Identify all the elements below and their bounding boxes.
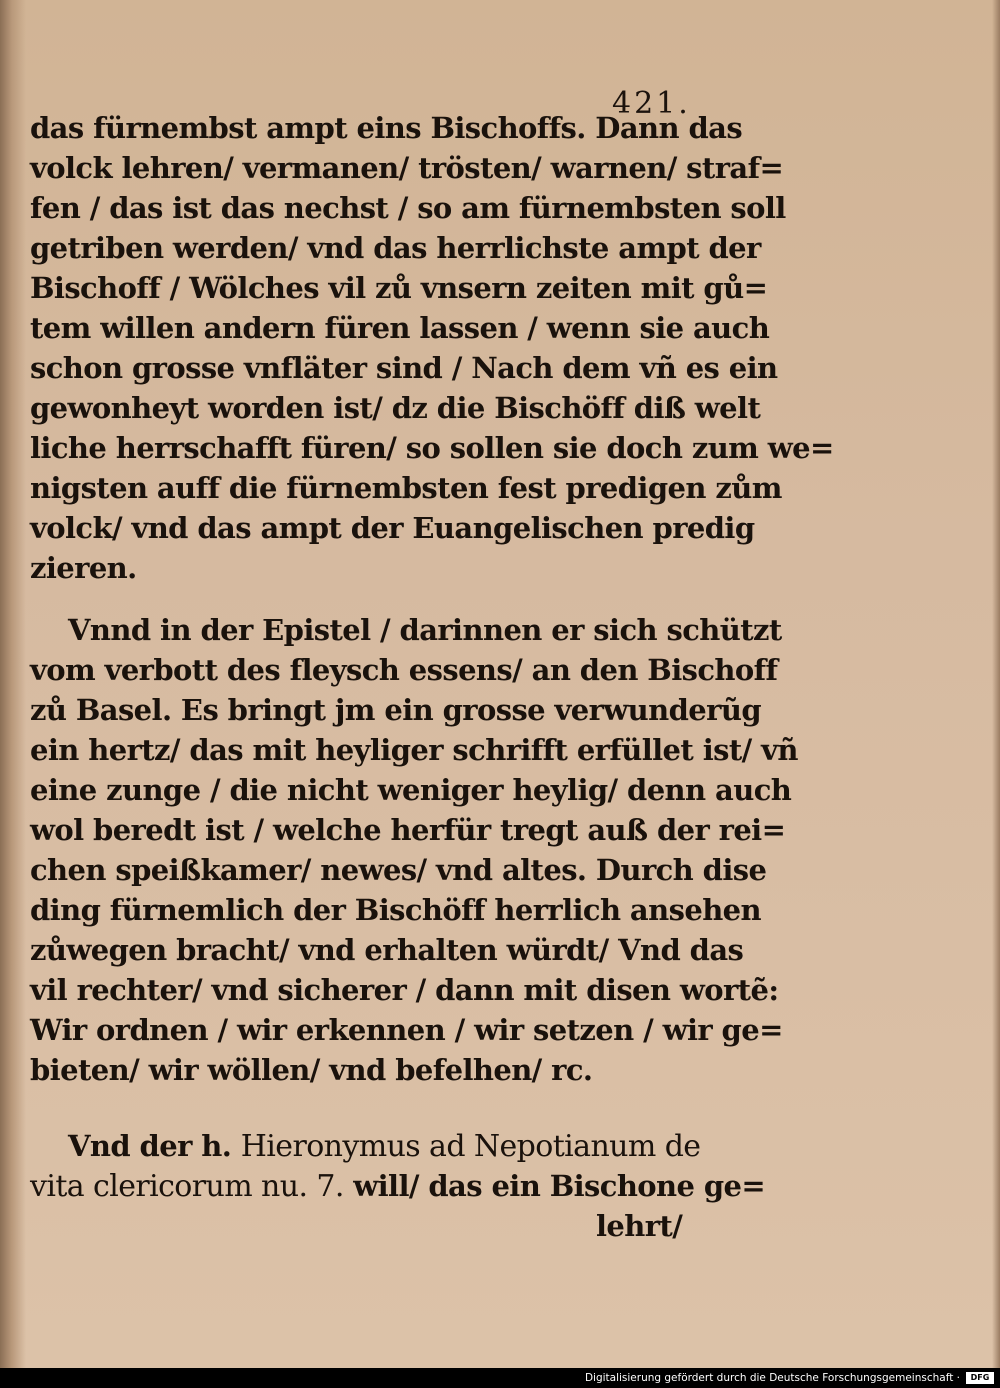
text-line: bieten/ wir wöllen/ vnd befelhen/ rc. [30, 1053, 593, 1087]
text-line: Bischoff / Wölches vil zů vnsern zeiten mit gů= [30, 271, 768, 305]
latin-text: Hieronymus ad Nepotianum de [240, 1129, 701, 1164]
text-line: vom verbott des fleysch essens/ an den Bischoff [30, 653, 778, 687]
text-line: fen / das ist das nechst / so am fürnembsten soll [30, 191, 786, 225]
text-line [30, 1166, 766, 1206]
text-line: liche herrschafft füren/ so sollen sie doch zum we= [30, 431, 834, 465]
catchword: lehrt/ [596, 1209, 683, 1243]
text-line: ein hertz/ das mit heyliger schrifft erfüllet ist/ vñ [30, 733, 798, 767]
text-line: chen speißkamer/ newes/ vnd altes. Durch dise [30, 853, 767, 887]
text-line: zů Basel. Es bringt jm ein grosse verwunderũg [30, 693, 761, 727]
text-line: tem willen andern füren lassen / wenn sie auch [30, 311, 770, 345]
text-line: Vnnd in der Epistel / darinnen er sich schützt [68, 613, 782, 647]
text-line [30, 1126, 710, 1166]
text-line: volck/ vnd das ampt der Euangelischen predig [30, 511, 755, 545]
text-line: das fürnembst ampt eins Bischoffs. Dann das [30, 111, 743, 145]
text-line: vil rechter/ vnd sicherer / dann mit disen wortẽ: [30, 973, 779, 1007]
body-text [30, 108, 834, 1246]
text-line: nigsten auff die fürnembsten fest predigen zům [30, 471, 782, 505]
paragraph-3 [30, 1126, 766, 1246]
text-line: zůwegen bracht/ vnd erhalten würdt/ Vnd das [30, 933, 744, 967]
text-line: eine zunge / die nicht weniger heylig/ denn auch [30, 773, 792, 807]
text-line: Wir ordnen / wir erkennen / wir setzen / wir ge= [30, 1013, 783, 1047]
text-line: zieren. [30, 551, 137, 585]
paragraph-1 [30, 108, 834, 588]
text-line: schon grosse vnfläter sind / Nach dem vñ es ein [30, 351, 778, 385]
text-line: ding fürnemlich der Bischöff herrlich ansehen [30, 893, 762, 927]
fraktur-text: Vnd der h. [68, 1129, 232, 1163]
paragraph-gap [30, 1090, 710, 1126]
latin-text: vita clericorum nu. 7. [30, 1169, 344, 1204]
text-line: getriben werden/ vnd das herrlichste ampt der [30, 231, 761, 265]
page-number: 421. [612, 86, 691, 121]
footer-credit: Digitalisierung gefördert durch die Deutsche Forschungsgemeinschaft · [584, 1372, 960, 1384]
paragraph-gap [30, 588, 710, 610]
fraktur-text: will/ das ein Bischone ge= [353, 1169, 766, 1203]
footer-bar [0, 1368, 1000, 1388]
page-edge-shadow [992, 0, 1000, 1368]
dfg-logo-icon: DFG [966, 1372, 994, 1384]
text-line: volck lehren/ vermanen/ trösten/ warnen/ straf= [30, 151, 784, 185]
text-line: wol beredt ist / welche herfür tregt auß der rei= [30, 813, 786, 847]
page-binding-shadow [0, 0, 26, 1368]
paragraph-2 [30, 610, 798, 1090]
text-line: gewonheyt worden ist/ dz die Bischöff diß welt [30, 391, 761, 425]
